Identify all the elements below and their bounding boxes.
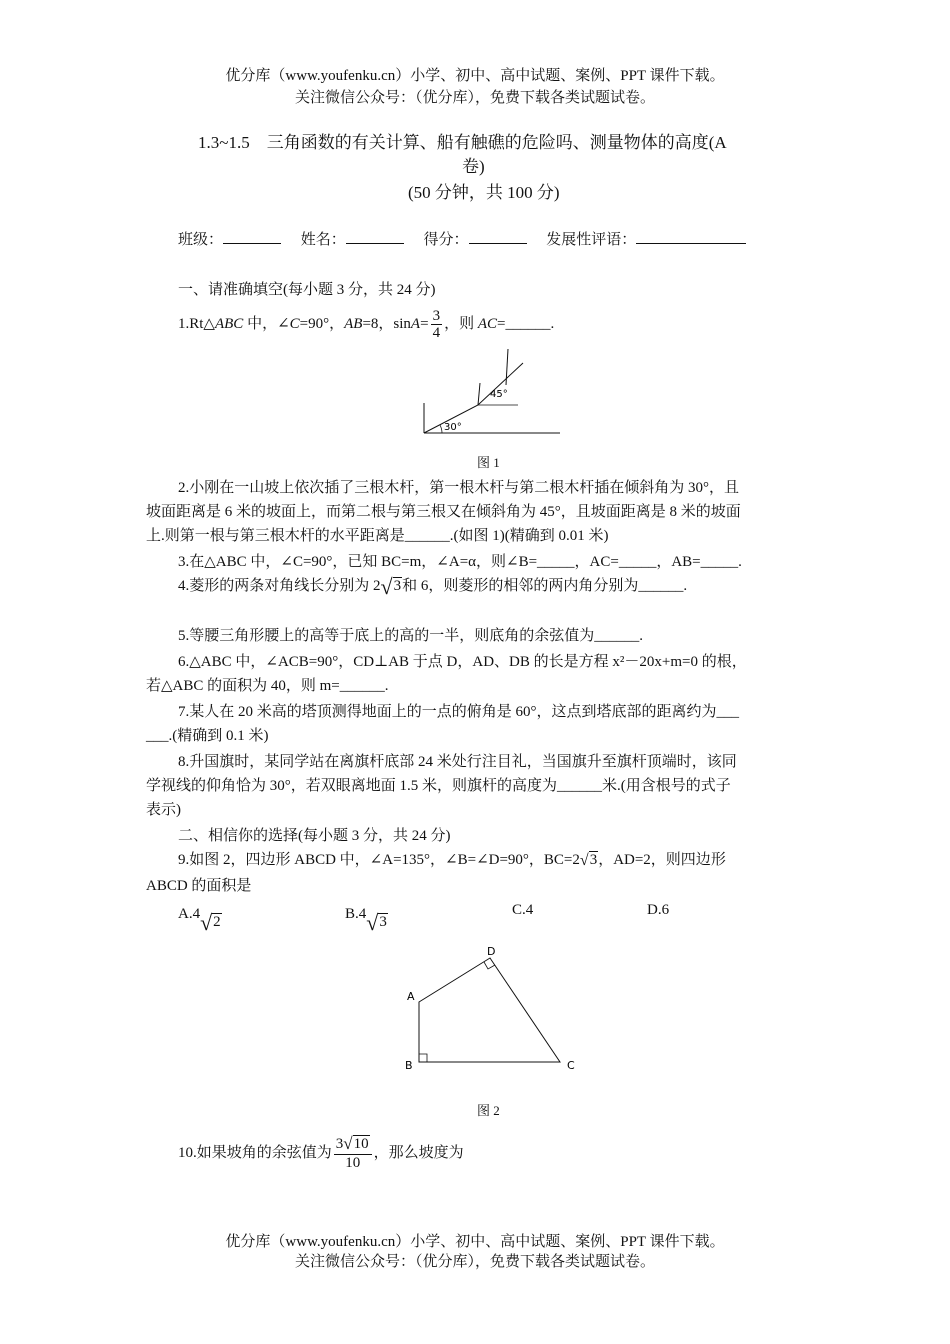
title-line-3: (50 分钟，共 100 分)	[408, 183, 560, 202]
section-2-heading: 二、相信你的选择(每小题 3 分，共 24 分)	[178, 828, 451, 844]
fig1-pole-2	[478, 383, 480, 405]
question-8-line-3: 表示)	[146, 802, 181, 818]
question-5: 5.等腰三角形腰上的高等于底上的高的一半，则底角的余弦值为______.	[178, 628, 644, 644]
comment-blank[interactable]	[636, 243, 746, 244]
fig2-quadrilateral-abcd	[419, 958, 560, 1062]
question-8-line-1: 8.升国旗时，某同学站在离旗杆底部 24 米处行注目礼，当国旗升至旗杆顶端时，该同	[178, 754, 737, 770]
q10-fraction: $\frac{3√10}{10}$	[334, 1135, 372, 1171]
fig1-angle-label-30: 30°	[444, 422, 462, 433]
section-1-heading: 一、请准确填空(每小题 3 分，共 24 分)	[178, 282, 436, 298]
class-blank[interactable]	[223, 243, 281, 244]
fig2-label-d: D	[487, 945, 496, 958]
fig2-label-a: A	[407, 990, 415, 1003]
question-9-line-1: 9.如图 2，四边形 ABCD 中，∠A=135°，∠B=∠D=90°，BC=2√3，AD=2，则四边形	[178, 852, 726, 869]
fig1-pole-3	[506, 349, 508, 385]
name-label: 姓名：	[300, 232, 346, 248]
q9-option-a[interactable]: A.4√2	[178, 906, 221, 935]
question-2-line-1: 2.小刚在一山坡上依次插了三根木杆，第一根木杆与第二根木杆插在倾斜角为 30°，且	[178, 480, 740, 496]
class-label: 班级：	[178, 232, 224, 248]
fig1-slope-path	[424, 363, 523, 433]
fig2-label-c: C	[567, 1059, 575, 1072]
q9-option-d[interactable]: D.6	[647, 902, 670, 918]
fig2-right-angle-b	[419, 1054, 427, 1062]
fig1-angle-label-45: 45°	[490, 389, 508, 400]
score-blank[interactable]	[469, 243, 527, 244]
name-blank[interactable]	[346, 243, 404, 244]
question-8-line-2: 学视线的仰角恰为 30°，若双眼离地面 1.5 米，则旗杆的高度为______米.(用含根号的式子	[146, 778, 731, 794]
fig2-label-b: B	[405, 1059, 413, 1072]
header-line-1: 优分库（www.youfenku.cn）小学、初中、高中试题、案例、PPT 课件下载。	[225, 68, 725, 84]
score-label: 得分：	[423, 232, 469, 248]
comment-label: 发展性评语：	[546, 232, 637, 248]
footer-line-1: 优分库（www.youfenku.cn）小学、初中、高中试题、案例、PPT 课件下载。	[225, 1234, 725, 1250]
title-line-2: 卷)	[462, 157, 485, 176]
question-2-line-3: 上.则第一根与第三根木杆的水平距离是______.(如图 1)(精确到 0.01 米)	[146, 528, 609, 544]
figure-2-caption: 图 2	[477, 1103, 500, 1118]
question-1: 1.Rt△ABC 中，∠C=90°，AB=8，sinA= $\frac{3}{4}$ ，则 AC=______.	[178, 307, 555, 342]
footer-line-2: 关注微信公众号：（优分库），免费下载各类试题试卷。	[294, 1254, 655, 1270]
q1-fraction: $\frac{3}{4}$	[432, 307, 441, 342]
question-6-line-1: 6.△ABC 中，∠ACB=90°，CD⊥AB 于点 D，AD、DB 的长是方程 x²－20x+m=0 的根，	[178, 654, 747, 670]
question-4: 4.菱形的两条对角线长分别为 2√3和 6，则菱形的相邻的两内角分别为______.	[178, 574, 688, 599]
figure-1-slope-diagram	[418, 345, 568, 440]
question-7-line-2: ___.(精确到 0.1 米)	[146, 728, 269, 744]
question-2-line-2: 坡面距离是 6 米的坡面上，而第二根与第三根又在倾斜角为 45°，且坡面距离是 8 米的坡面	[146, 504, 741, 520]
question-3: 3.在△ABC 中，∠C=90°，已知 BC=m，∠A=α，则∠B=_____，AC=_____，AB=_____.	[178, 554, 742, 570]
question-10: 10.如果坡角的余弦值为 $\frac{3√10}{10}$ ，那么坡度为	[178, 1134, 464, 1172]
figure-1-caption: 图 1	[477, 455, 500, 470]
q9-radical: √3	[579, 852, 598, 869]
question-9-line-2: ABCD 的面积是	[146, 878, 252, 894]
header-line-2: 关注微信公众号：（优分库），免费下载各类试题试卷。	[294, 90, 655, 106]
q9-option-b[interactable]: B.4√3	[345, 906, 387, 935]
question-6-line-2: 若△ABC 的面积为 40，则 m=______.	[146, 678, 389, 694]
q4-radical: √3	[380, 574, 402, 599]
fig1-angle-arc-30	[440, 425, 442, 433]
question-7-line-1: 7.某人在 20 米高的塔顶测得地面上的一点的俯角是 60°，这点到塔底部的距离约为___	[178, 704, 740, 720]
title-line-1: 1.3~1.5 三角函数的有关计算、船有触礁的危险吗、测量物体的高度(A	[198, 133, 727, 152]
figure-2-quadrilateral	[395, 940, 585, 1080]
info-line	[178, 228, 746, 249]
q9-option-c[interactable]: C.4	[512, 902, 534, 918]
